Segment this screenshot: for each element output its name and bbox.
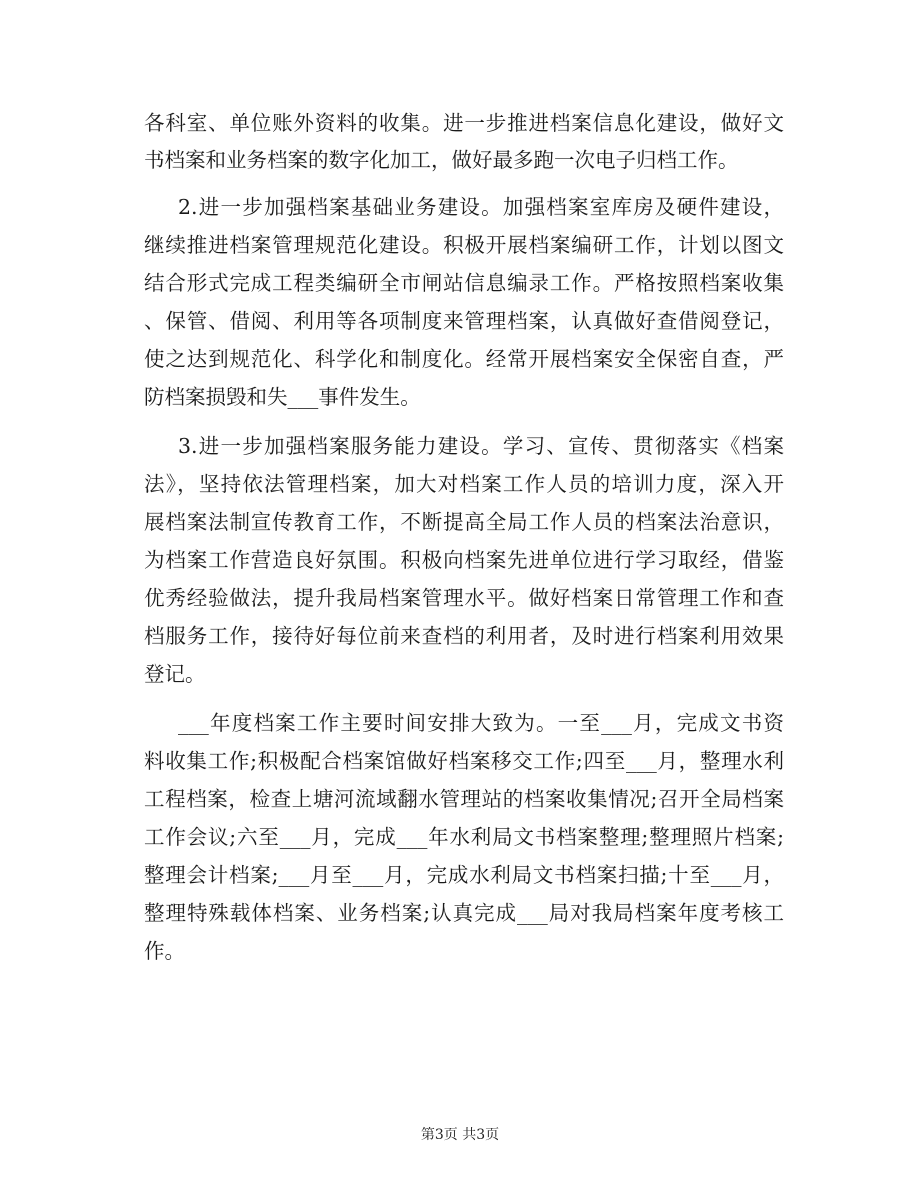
text-line: 工作会议;六至___月，完成___年水利局文书档案整理;整理照片档案;: [144, 825, 784, 849]
text-line: 档服务工作，接待好每位前来查档的利用者，及时进行档案利用效果: [144, 624, 784, 648]
page-number: 第3页 共3页: [420, 1127, 500, 1143]
text-line: 法》，坚持依法管理档案，加大对档案工作人员的培训力度，深入开: [144, 472, 784, 496]
text-line: 防档案损毁和失___事件发生。: [144, 385, 421, 409]
text-line: 结合形式完成工程类编研全市闸站信息编录工作。严格按照档案收集: [144, 271, 784, 295]
text-line: ___年度档案工作主要时间安排大致为。一至___月，完成文书资: [178, 711, 784, 735]
text-line: 为档案工作营造良好氛围。积极向档案先进单位进行学习取经，借鉴: [144, 548, 784, 572]
text-line: 书档案和业务档案的数字化加工，做好最多跑一次电子归档工作。: [144, 148, 739, 172]
text-line: 工程档案，检查上塘河流域翻水管理站的档案收集情况;召开全局档案: [144, 787, 784, 811]
text-line: 登记。: [144, 662, 206, 686]
text-line: 2.进一步加强档案基础业务建设。加强档案室库房及硬件建设，: [178, 195, 784, 219]
text-line: 各科室、单位账外资料的收集。进一步推进档案信息化建设，做好文: [144, 111, 784, 135]
text-line: 继续推进档案管理规范化建设。积极开展档案编研工作，计划以图文: [144, 233, 784, 257]
text-line: 作。: [144, 939, 185, 963]
text-line: 整理特殊载体档案、业务档案;认真完成___局对我局档案年度考核工: [144, 901, 784, 925]
text-line: 使之达到规范化、科学化和制度化。经常开展档案安全保密自查，严: [144, 347, 784, 371]
text-line: 3.进一步加强档案服务能力建设。学习、宣传、贯彻落实《档案: [178, 434, 784, 458]
text-line: 优秀经验做法，提升我局档案管理水平。做好档案日常管理工作和查: [144, 586, 784, 610]
text-line: 、保管、借阅、利用等各项制度来管理档案，认真做好查借阅登记，: [144, 309, 784, 333]
text-line: 展档案法制宣传教育工作，不断提高全局工作人员的档案法治意识，: [144, 510, 784, 534]
text-line: 料收集工作;积极配合档案馆做好档案移交工作;四至___月，整理水利: [144, 749, 784, 773]
text-line: 整理会计档案;___月至___月，完成水利局文书档案扫描;十至___月，: [144, 863, 784, 887]
